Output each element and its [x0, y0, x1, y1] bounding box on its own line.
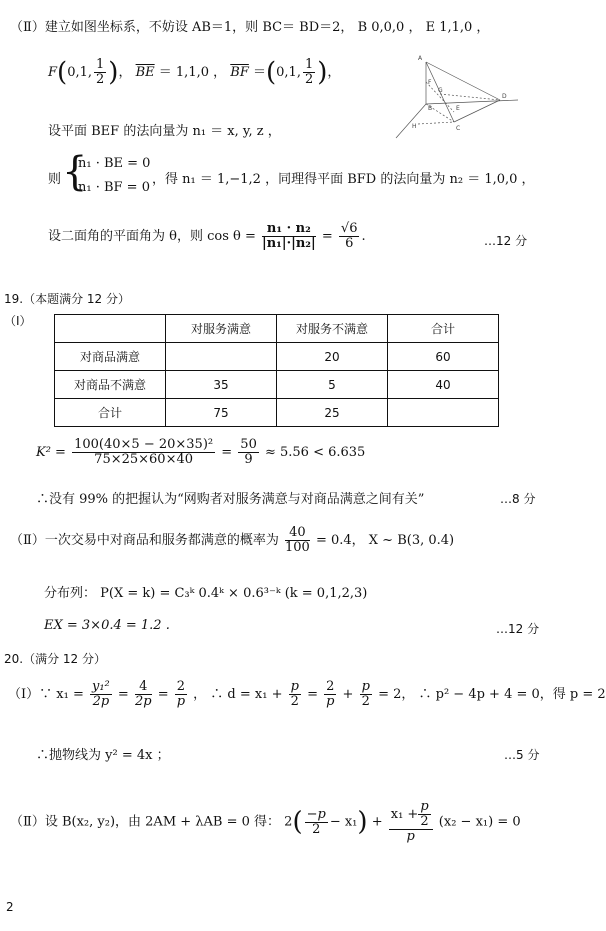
contingency-table: [54, 314, 499, 427]
label-d: D: [502, 93, 507, 100]
coordinate-figure: [388, 42, 528, 140]
page-number: 2: [6, 900, 14, 914]
table-cell: [166, 343, 277, 371]
label-g: G: [438, 87, 443, 94]
label-b: B: [428, 105, 433, 112]
table-cell: 60: [388, 343, 499, 371]
parabola-line: ∴抛物线为 y² = 4x ；: [36, 748, 170, 763]
part2-line1: （Ⅱ）建立如图坐标系，不妨设 AB＝1，则 BC＝ BD＝2， B 0,0,0 ， E 1,1,0 ，: [10, 20, 490, 35]
axis-y: [396, 104, 426, 138]
q19-part2: （Ⅱ）一次交易中对商品和服务都满意的概率为 $\frac{40}{100}$ = 0.4， X ~ B(3, 0.4): [10, 525, 455, 555]
table-cell: 对商品满意: [55, 343, 166, 371]
table-row: [55, 343, 499, 371]
table-header-cell: 对服务不满意: [277, 315, 388, 343]
table-cell: 40: [388, 371, 499, 399]
table-row: [55, 371, 499, 399]
table-cell: 对商品不满意: [55, 371, 166, 399]
label-e: E: [456, 105, 460, 112]
table-cell: 合计: [55, 399, 166, 427]
axis-x: [426, 100, 518, 104]
cos-line: 设二面角的平面角为 θ，则 cos θ = $\frac{\text{n₁ · n₂}}{\text{|n₁|·|n₂|}}$ = $\frac{√6}{6}$ .: [48, 221, 366, 251]
table-cell: 5: [277, 371, 388, 399]
score-12-b: …12 分: [496, 622, 540, 636]
f-coord-line: F(0,1, $\frac{1}{2}$ )， $\overline{BE} = 1,1,0$ ， $\overline{BF} =(0,1$, $\frac{1}{2}$ )，: [48, 57, 341, 88]
label-f: F: [428, 79, 432, 86]
q19-part1-label: （Ⅰ）: [4, 314, 32, 328]
score-5: …5 分: [504, 748, 540, 762]
expectation-line: EX = 3×0.4 = 1.2 .: [44, 618, 170, 633]
table-cell: 25: [277, 399, 388, 427]
table-cell: [388, 399, 499, 427]
label-c: C: [456, 125, 461, 132]
table-row: [55, 399, 499, 427]
score-8: …8 分: [500, 492, 536, 506]
table-header-cell: [55, 315, 166, 343]
distribution-line: 分布列： P(X = k) = C₃ᵏ 0.4ᵏ × 0.6³⁻ᵏ (k = 0,1,2,3): [44, 586, 368, 601]
normal-vector-line: 设平面 BEF 的法向量为 n₁ ＝ x, y, z ，: [48, 124, 281, 139]
table-header-row: [55, 315, 499, 343]
k2-line: K² = $\frac{\text{100(40×5 − 20×35)²}}{75\times 25\times 60\times 40}$ = $\frac{50}{9}$ ≈ 5.56 < 6.635: [36, 437, 366, 467]
label-h: H: [412, 123, 417, 130]
q20-part2: （Ⅱ）设 B(x₂, y₂)，由 2AM + λAB = 0 得： 2( $\frac{-p}{2}$ − x₁) + x₁ + $\frac{p}{2}$ p (x₂ − x₁) = 0: [10, 799, 521, 844]
label-a: A: [418, 55, 423, 62]
q20-header: 20.（满分 12 分）: [4, 652, 106, 666]
table-cell: 75: [166, 399, 277, 427]
table-header-cell: 合计: [388, 315, 499, 343]
q19-conclusion: ∴没有 99% 的把握认为“网购者对服务满意与对商品满意之间有关”: [36, 492, 425, 507]
score-12-a: …12 分: [484, 234, 528, 248]
table-cell: 20: [277, 343, 388, 371]
q20-part1: （Ⅰ）∵ x₁ = $\frac{\text{y₁²}}{2p}$ = $\frac{4}{2p}$ = $\frac{2}{p}$ ， ∴ d = x₁ + $\frac{p}{2}$ = $\frac{2}{p}$ + $\frac{p}{2}$ = 2， ∴ p² − 4p + 4 = 0，得 p = 2: [8, 679, 606, 709]
q19-header: 19.（本题满分 12 分）: [4, 292, 130, 306]
table-cell: 35: [166, 371, 277, 399]
table-header-cell: 对服务满意: [166, 315, 277, 343]
